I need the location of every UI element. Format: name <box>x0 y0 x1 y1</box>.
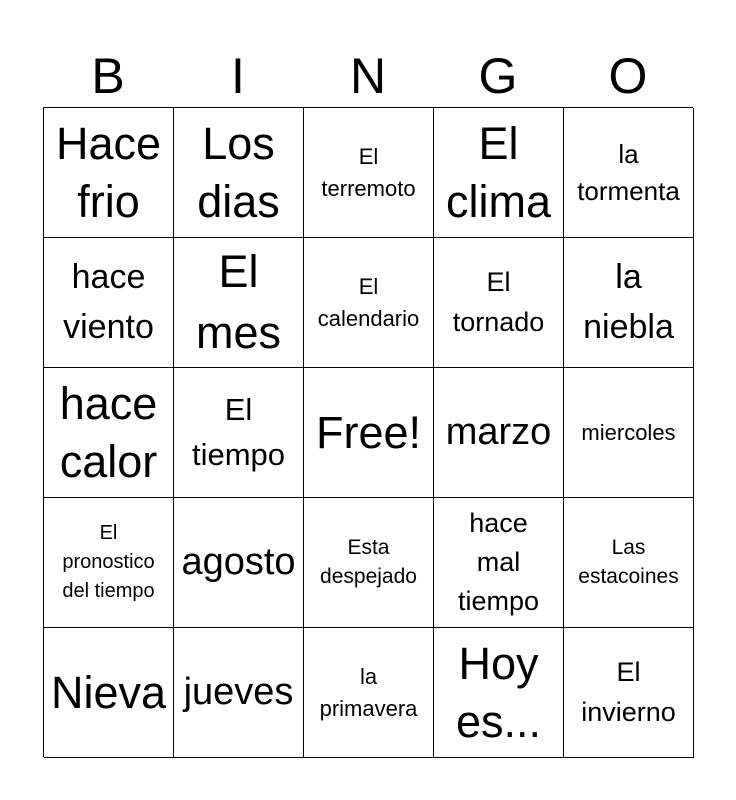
cell-label: la tormenta <box>577 138 680 206</box>
bingo-cell[interactable] <box>564 238 694 368</box>
cell-label: Los dias <box>197 118 280 227</box>
bingo-cell[interactable] <box>434 238 564 368</box>
cell-label: Nieva <box>50 666 167 718</box>
bingo-cell[interactable] <box>174 108 304 238</box>
bingo-cell[interactable] <box>44 498 174 628</box>
cell-label: miercoles <box>581 419 676 445</box>
bingo-cell[interactable] <box>304 498 434 628</box>
bingo-cell[interactable] <box>304 628 434 758</box>
cell-label: hace calor <box>59 378 158 487</box>
header-letter-o: O <box>608 48 648 104</box>
cell-label: jueves <box>183 671 294 714</box>
bingo-cell[interactable] <box>564 628 694 758</box>
cell-label: agosto <box>181 541 296 584</box>
bingo-cell[interactable] <box>434 108 564 238</box>
bingo-cell[interactable] <box>44 238 174 368</box>
bingo-cell[interactable] <box>174 368 304 498</box>
bingo-cell[interactable] <box>304 108 434 238</box>
cell-label: El mes <box>195 245 281 358</box>
bingo-board <box>43 107 693 757</box>
cell-label: Hoy es... <box>455 638 542 747</box>
bingo-cell[interactable] <box>304 368 434 498</box>
cell-label: Esta despejado <box>320 536 417 588</box>
cell-label: Hace frio <box>55 118 162 227</box>
cell-label: hace mal tiempo <box>457 507 540 617</box>
bingo-cell[interactable] <box>304 238 434 368</box>
cell-label: marzo <box>445 411 552 454</box>
cell-label: El tornado <box>452 267 545 337</box>
bingo-cell[interactable] <box>44 368 174 498</box>
cell-label: El invierno <box>581 657 676 727</box>
cell-label: hace viento <box>63 258 154 346</box>
cell-label: la primavera <box>319 664 418 721</box>
bingo-cell[interactable] <box>564 498 694 628</box>
header-letter-i: I <box>231 48 245 104</box>
bingo-header <box>43 45 693 107</box>
cell-label: El calendario <box>317 274 420 331</box>
cell-label: El clima <box>445 118 551 227</box>
bingo-cell[interactable] <box>174 498 304 628</box>
header-letter-n: N <box>349 48 387 104</box>
bingo-cell[interactable] <box>564 108 694 238</box>
header-letter-g: G <box>478 48 518 104</box>
cell-label: El pronostico del tiempo <box>62 522 155 602</box>
bingo-cell[interactable] <box>434 498 564 628</box>
bingo-cell[interactable] <box>434 368 564 498</box>
bingo-cell[interactable] <box>174 628 304 758</box>
bingo-cell[interactable] <box>44 628 174 758</box>
bingo-cell[interactable] <box>434 628 564 758</box>
bingo-cell[interactable] <box>564 368 694 498</box>
header-letter-b: B <box>91 48 125 104</box>
cell-label: Las estacoines <box>578 536 679 588</box>
bingo-cell[interactable] <box>174 238 304 368</box>
cell-label: la niebla <box>583 258 674 346</box>
cell-label: El tiempo <box>191 391 286 472</box>
bingo-cell[interactable] <box>44 108 174 238</box>
cell-label: Free! <box>315 406 422 458</box>
cell-label: El terremoto <box>321 144 416 201</box>
